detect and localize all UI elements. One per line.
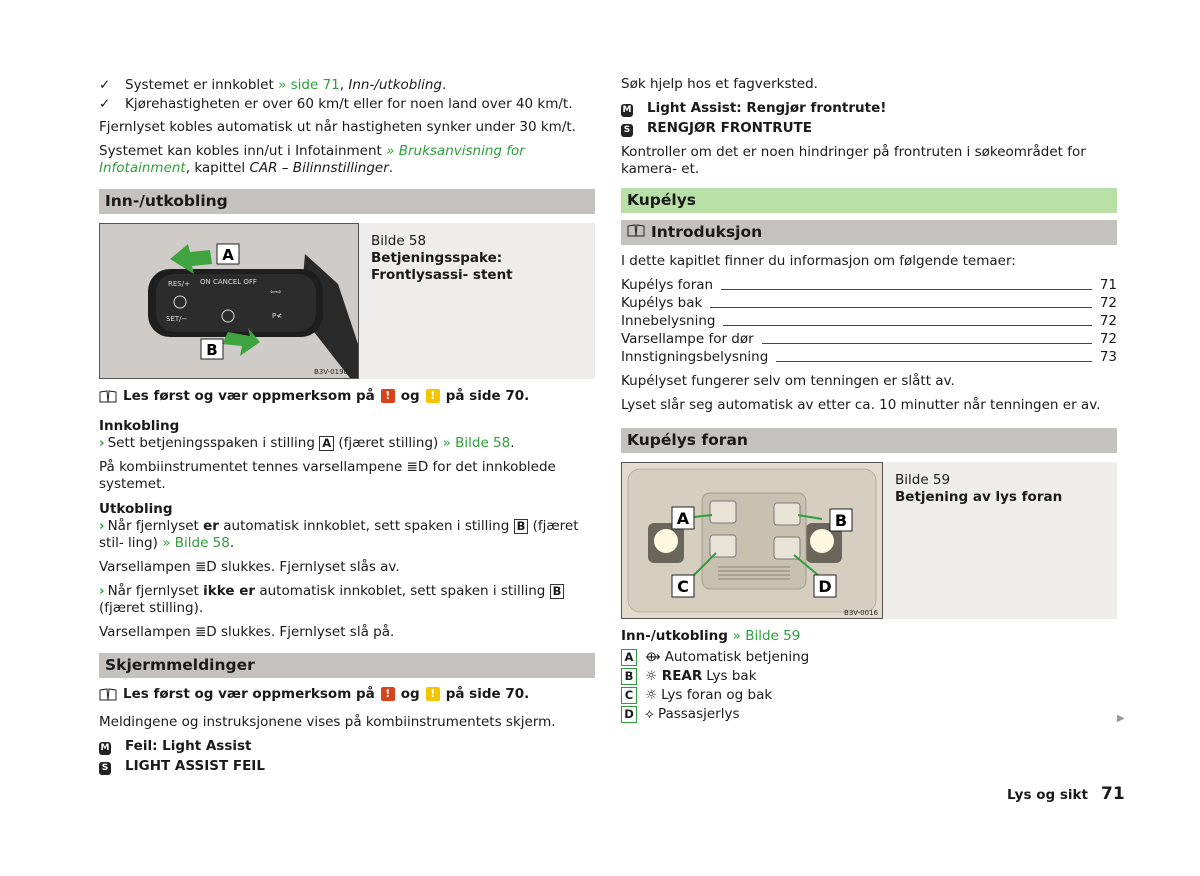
figure-59 (621, 462, 1117, 619)
figure-code: B3V-0016 (844, 609, 878, 617)
book-icon (99, 688, 117, 701)
highbeam-auto-icon: ≣D (195, 559, 217, 575)
subheading: Innkobling (99, 418, 180, 434)
svg-text:P≮: P≮ (272, 312, 283, 320)
section-header: Introduksjon (621, 220, 1117, 245)
legend-key: B (621, 668, 637, 685)
highbeam-auto-icon: ≣D (406, 459, 429, 475)
legend-item: A ⟴ Automatisk betjening (621, 648, 1117, 667)
svg-text:RES/+: RES/+ (168, 280, 190, 288)
front-rear-light-icon: ☼ (645, 687, 658, 703)
toc-entry[interactable]: Varsellampe for dør 72 (621, 331, 1117, 347)
paragraph: Kupélyset fungerer selv om tenningen er slått av. (621, 373, 955, 389)
paragraph: Meldingene og instruksjonene vises på kombiinstrumentets skjerm. (99, 714, 556, 730)
message-m-icon: M (100, 743, 110, 753)
subheading: Utkobling (99, 501, 173, 517)
figure-code: B3V-0190 (314, 368, 348, 376)
legend-item: C ☼ Lys foran og bak (621, 686, 1117, 705)
figure-caption: Bilde 59 Betjening av lys foran (883, 462, 1117, 619)
svg-text:SET/−: SET/− (166, 315, 188, 323)
svg-text:ON CANCEL OFF: ON CANCEL OFF (200, 278, 257, 286)
footer-section: Lys og sikt (1007, 787, 1088, 803)
paragraph: På kombiinstrumentet tennes varsellampene ≣D for det innkoblede systemet. (99, 459, 556, 492)
reference-note: Les først og vær oppmerksom på ! og ! på side 70. (99, 686, 595, 702)
position-box: B (550, 584, 565, 599)
message-line: S LIGHT ASSIST FEIL (99, 758, 595, 775)
page-link[interactable]: » side 71 (278, 77, 340, 93)
passenger-light-icon: ⟡ (645, 706, 654, 722)
paragraph: Varsellampen ≣D slukkes. Fjernlyset slå på. (99, 624, 395, 640)
figure-58 (99, 223, 595, 379)
legend-key: A (621, 649, 637, 666)
step: › Når fjernlyset er automatisk innkoblet, sett spaken i stilling B (fjæret stil- ling) » Bilde 58. (99, 518, 579, 551)
paragraph: Lyset slår seg automatisk av etter ca. 10 minutter når tenningen er av. (621, 397, 1101, 413)
toc-entry[interactable]: Kupélys bak 72 (621, 295, 1117, 311)
ceiling-light-image (621, 462, 883, 619)
reference-note: Les først og vær oppmerksom på ! og ! på side 70. (99, 388, 595, 404)
paragraph: I dette kapitlet finner du informasjon om følgende temaer: (621, 253, 1016, 269)
arrow-icon: › (99, 435, 105, 451)
section-header: Inn-/utkobling (99, 189, 595, 214)
check-icon: ✓ (99, 77, 111, 93)
continue-arrow-icon: ▶ (1117, 713, 1125, 724)
svg-text:⇦⇨: ⇦⇨ (270, 288, 282, 296)
highbeam-auto-icon: ≣D (195, 624, 217, 640)
toc-list (621, 276, 1117, 366)
legend-item: D ⟡ Passasjerlys (621, 705, 1117, 724)
paragraph: Systemet kan kobles inn/ut i Infotainment » Bruksanvisning for Infotainment, kapittel CAR – Bilinnstillinger. (99, 143, 525, 176)
section-header: Kupélys foran (621, 428, 1117, 453)
toc-entry[interactable]: Innstigningsbelysning 73 (621, 349, 1117, 365)
book-icon (627, 220, 645, 233)
figure-link[interactable]: » Bilde 59 (732, 628, 801, 644)
message-line: M Feil: Light Assist (100, 738, 252, 754)
callout-c: C (677, 577, 689, 596)
paragraph: Fjernlyset kobles automatisk ut når hastigheten synker under 30 km/t. (99, 119, 576, 135)
lever-image (99, 223, 359, 379)
left-column (99, 76, 595, 775)
right-column (621, 76, 1117, 724)
legend-item: B ☼ REAR Lys bak (621, 667, 1117, 686)
rear-light-icon: ☼ REAR (645, 668, 703, 684)
figure-caption: Bilde 58 Betjeningsspake: Frontlysassi- stent (359, 223, 595, 379)
warning-red-icon: ! (381, 687, 395, 701)
section-header: Skjermmeldinger (99, 653, 595, 678)
figure-link[interactable]: » Bilde 58 (162, 535, 230, 551)
legend-key: C (621, 687, 637, 704)
callout-a: A (676, 509, 690, 528)
message-s-icon: S (621, 124, 633, 137)
toc-entry[interactable]: Kupélys foran 71 (621, 277, 1117, 293)
warning-yellow-icon: ! (426, 389, 440, 403)
message-line: S RENGJØR FRONTRUTE (621, 120, 1117, 137)
warning-red-icon: ! (381, 389, 395, 403)
callout-b: B (206, 341, 218, 359)
callout-d: D (818, 577, 832, 596)
paragraph: Varsellampen ≣D slukkes. Fjernlyset slås av. (99, 559, 400, 575)
manual-link[interactable]: » Bruksanvisning for Infotainment (99, 143, 525, 176)
message-line: M Light Assist: Rengjør frontrute! (622, 100, 887, 116)
check-item: ✓ Kjørehastigheten er over 60 km/t eller for noen land over 40 km/t. (99, 96, 573, 112)
check-icon: ✓ (99, 96, 111, 112)
legend-list (621, 648, 1117, 724)
arrow-icon: › (99, 518, 105, 534)
position-box: A (319, 436, 334, 451)
auto-light-icon: ⟴ (645, 649, 661, 665)
page-number: 71 (1101, 784, 1125, 804)
check-item: ✓ Systemet er innkoblet » side 71, Inn-/utkobling. (99, 77, 447, 93)
legend-key: D (621, 706, 637, 723)
figure-link[interactable]: » Bilde 58 (442, 435, 511, 451)
subheading: Inn-/utkobling » Bilde 59 (621, 628, 801, 644)
arrow-icon: › (99, 583, 105, 599)
paragraph: Søk hjelp hos et fagverksted. (621, 76, 818, 92)
position-box: B (514, 519, 529, 534)
warning-yellow-icon: ! (426, 687, 440, 701)
book-icon (99, 390, 117, 403)
callout-a: A (222, 246, 234, 264)
message-m-icon: M (622, 105, 632, 115)
callout-b: B (834, 511, 848, 530)
paragraph: Kontroller om det er noen hindringer på frontruten i søkeområdet for kamera- et. (621, 144, 1086, 177)
step: › Når fjernlyset ikke er automatisk innkoblet, sett spaken i stilling B (fjæret stilling). (99, 583, 595, 617)
toc-entry[interactable]: Innebelysning 72 (621, 313, 1117, 329)
step: › Sett betjeningsspaken i stilling A (fjæret stilling) » Bilde 58. (99, 435, 515, 451)
chapter-header: Kupélys (621, 188, 1117, 213)
message-s-icon: S (99, 762, 111, 775)
